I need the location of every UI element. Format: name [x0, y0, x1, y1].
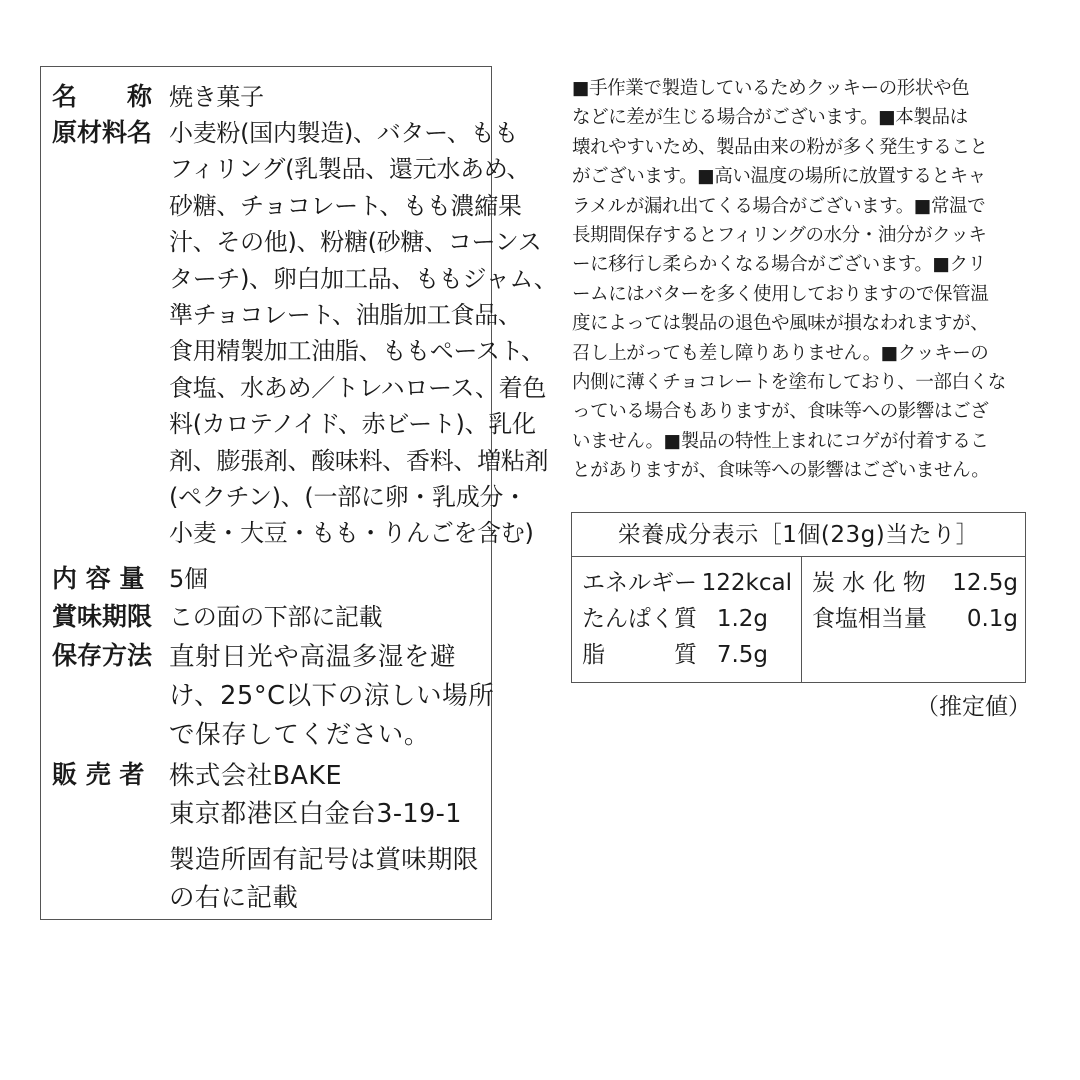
best-before-value: この面の下部に記載 [169, 603, 383, 631]
nutrition-carbohydrate: 炭 水 化 物 12.5g [812, 570, 1018, 596]
nutrition-salt: 食塩相当量 0.1g [812, 606, 1018, 632]
contents-label: 内 容 量 [52, 564, 145, 593]
nutrition-protein: たんぱく質 1.2g [582, 606, 768, 632]
best-before-label: 賞味期限 [52, 602, 153, 631]
nutrition-title: 栄養成分表示［1個(23g)当たり］ [572, 513, 1025, 557]
ingredients-label: 原材料名 [52, 118, 153, 147]
seller-value: 株式会社BAKE 東京都港区白金台3-19-1 [169, 761, 462, 829]
estimated-value-note: （推定値） [916, 694, 1031, 720]
name-label: 名 称 [52, 82, 153, 111]
name-value: 焼き菓子 [169, 83, 264, 111]
contents-value: 5個 [169, 565, 208, 593]
nutrition-divider [801, 557, 802, 682]
product-label-panel [40, 66, 558, 920]
factory-note: 製造所固有記号は賞味期限 の右に記載 [169, 845, 479, 913]
nutrition-fat: 脂 質 7.5g [582, 642, 768, 668]
nutrition-table [571, 512, 1026, 683]
storage-label: 保存方法 [52, 641, 153, 670]
seller-label: 販 売 者 [52, 760, 145, 789]
storage-value: 直射日光や高温多湿を避 け、25°C以下の涼しい場所 で保存してください。 [169, 642, 495, 750]
product-notes: ■手作業で製造しているためクッキーの形状や色 などに差が生じる場合がございます。■本製品は 壊れやすいため、製品由来の粉が多く発生すること がございます。■高い温度の場所に放置するとキャ ラメルが漏れ出てくる場合がございます。■常温で 長期間保存するとフィリングの水分・油分がクッキ ーに移行し柔らかくなる場合がございます。■クリ ームにはバターを多く使用しておりますので保管温 度によっては製品の退色や風味が損なわれますが、 召し上がっても差し障りありません。■クッキーの 内側に薄くチョコレートを塗布しており、一部白くな っている場合もありますが、食味等への影響はござ いません。■製品の特性上まれにコゲが付着するこ とがありますが、食味等への影響はございません。 [572, 78, 1006, 482]
nutrition-energy: エネルギー 122kcal [582, 570, 792, 596]
ingredients-value: 小麦粉(国内製造)、バター、もも フィリング(乳製品、還元水あめ、 砂糖、チョコレート、もも濃縮果 汁、その他)、粉糖(砂糖、コーンス ターチ)、卵白加工品、ももジャム、 準チョコレート、油脂加工食品、 食用精製加工油脂、ももペースト、 食塩、水あめ／トレハロース、着色 料(カロテノイド、赤ビート)、乳化 剤、膨張剤、酸味料、香料、増粘剤 (ペクチン)、(一部に卵・乳成分・ 小麦・大豆・もも・りんごを含む) [169, 119, 558, 548]
